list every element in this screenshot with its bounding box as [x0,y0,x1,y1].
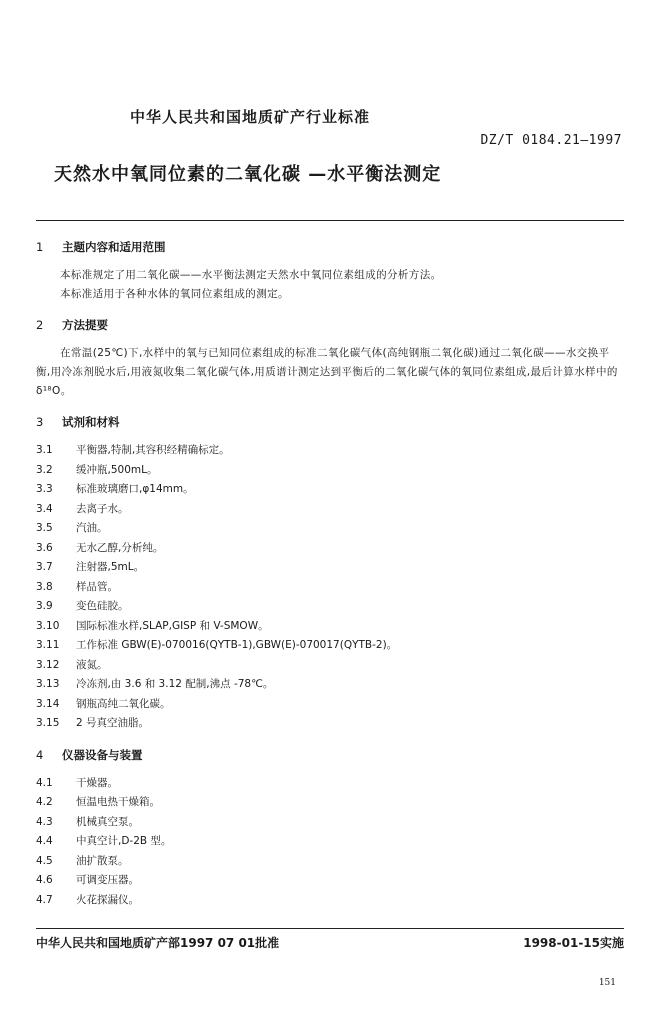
item-number: 3.10 [36,619,60,632]
section-heading [36,411,624,433]
item-number: 4.4 [36,835,53,847]
item-number: 3.2 [36,463,53,476]
item-text: 干燥器。 [76,776,118,789]
section-body [36,344,624,401]
item-number: 3.5 [36,522,53,534]
item-number: 3.11 [36,639,60,651]
item-number: 3.14 [36,697,60,710]
section-title: 方法提要 [62,318,109,332]
section-heading [36,744,624,766]
document-body [36,236,624,920]
list-item [36,871,624,891]
item-number: 3.1 [36,444,53,456]
item-text: 注射器,5mL。 [76,561,145,573]
section-heading [36,236,624,258]
page-number: 151 [598,978,616,988]
item-number: 4.5 [36,854,53,867]
item-text: 标准玻璃磨口,φ14mm。 [76,483,194,495]
item-text: 2 号真空油脂。 [76,717,150,729]
item-number: 3.13 [36,678,60,690]
list-item [36,774,624,794]
section-number: 1 [36,240,44,254]
item-number: 3.12 [36,658,60,671]
approval-line: 中华人民共和国地质矿产部1997 07 01批准 [36,936,280,950]
item-number: 3.8 [36,580,53,593]
item-text: 液氮。 [76,658,108,671]
list-item [36,558,624,578]
list-item [36,852,624,872]
list-item [36,539,624,559]
list-item [36,578,624,598]
header-divider [36,220,624,221]
list-item [36,500,624,520]
item-text: 国际标准水样,SLAP,GISP 和 V-SMOW。 [76,619,269,632]
item-number: 4.3 [36,815,53,828]
item-text: 汽油。 [76,522,108,534]
list-item [36,441,624,461]
paragraph: 本标准规定了用二氧化碳——水平衡法测定天然水中氧同位素组成的分析方法。 [60,269,442,281]
list-item [36,617,624,637]
item-text: 机械真空泵。 [76,815,139,828]
item-text: 样品管。 [76,580,118,593]
implementation-date: 1998-01-15实施 [523,936,624,950]
item-text: 中真空计,D-2B 型。 [76,835,172,847]
item-number: 3.9 [36,600,53,612]
item-number: 3.15 [36,717,60,729]
list-item [36,714,624,734]
list-item [36,597,624,617]
list-item [36,480,624,500]
item-text: 工作标准 GBW(E)-070016(QYTB-1),GBW(E)-070017(QYTB-2)。 [76,639,398,651]
item-text: 油扩散泵。 [76,854,129,867]
list-item [36,891,624,911]
item-text: 钢瓶高纯二氧化碳。 [76,697,171,710]
item-text: 可调变压器。 [76,874,139,886]
item-number: 4.1 [36,776,53,789]
item-text: 平衡器,特制,其容积经精确标定。 [76,444,230,456]
list-item [36,675,624,695]
item-number: 3.3 [36,483,53,495]
item-number: 4.6 [36,874,53,886]
section-number: 2 [36,318,44,332]
item-number: 4.7 [36,893,53,906]
section-number: 3 [36,415,44,429]
list-item [36,813,624,833]
section-title: 仪器设备与装置 [62,747,143,762]
list-item [36,656,624,676]
list-item [36,636,624,656]
item-text: 变色硅胶。 [76,600,129,612]
section-title: 试剂和材料 [62,415,120,429]
item-text: 缓冲瓶,500mL。 [76,463,158,476]
list-item [36,461,624,481]
section-title: 主题内容和适用范围 [62,240,166,254]
item-text: 去离子水。 [76,502,129,515]
list-item [36,793,624,813]
item-text: 冷冻剂,由 3.6 和 3.12 配制,沸点 -78℃。 [76,678,274,690]
footer-divider [36,928,624,929]
item-text: 无水乙醇,分析纯。 [76,541,164,554]
section-number: 4 [36,747,44,762]
item-text: 火花探漏仪。 [76,893,139,906]
document-title: 天然水中氧同位素的二氧化碳 —水平衡法测定 [54,164,442,185]
item-text: 恒温电热干燥箱。 [76,796,160,808]
section-body [36,266,624,304]
issuing-organization: 中华人民共和国地质矿产行业标准 [130,108,371,126]
standard-number: DZ/T 0184.21—1997 [480,133,622,148]
list-item [36,695,624,715]
paragraph: 本标准适用于各种水体的氧同位素组成的测定。 [60,288,289,300]
item-number: 3.6 [36,541,53,554]
section-heading [36,314,624,336]
item-number: 3.4 [36,502,53,515]
list-item [36,519,624,539]
equipment-list [36,774,624,911]
paragraph: 在常温(25℃)下,水样中的氧与已知同位素组成的标准二氧化碳气体(高纯钢瓶二氧化碳)通过二氧化碳——水交换平衡,用冷冻剂脱水后,用液氮收集二氧化碳气体,用质谱计测定达到平衡后的二氧化碳气体的氧同位素组成,最后计算水样中的δ¹⁸O。 [36,347,618,397]
item-number: 3.7 [36,561,53,573]
reagent-list [36,441,624,734]
list-item [36,832,624,852]
item-number: 4.2 [36,796,53,808]
